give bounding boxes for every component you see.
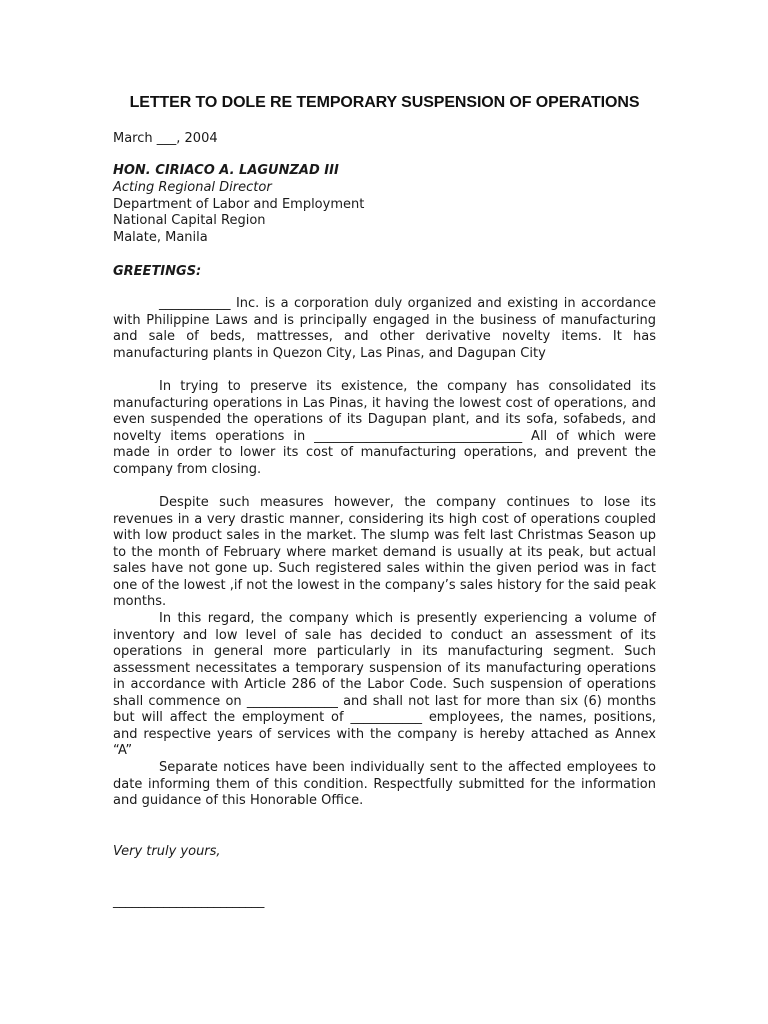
signature-line: ________________________: [113, 894, 265, 909]
recipient-position: Acting Regional Director: [113, 179, 272, 195]
letter-date: March ___, 2004: [113, 131, 218, 146]
recipient-department: Department of Labor and Employment: [113, 196, 365, 212]
greeting: GREETINGS:: [113, 264, 202, 279]
letter-title: LETTER TO DOLE RE TEMPORARY SUSPENSION OF OPERATIONS: [129, 94, 640, 111]
body-paragraph-3: Despite such measures however, the company continues to lose its revenues in a very drastic manner, considering its high cost of operations coupled with low product sales in the market. The slump was felt last Christmas Season up to the month of February where market demand is usually at its peak, but actual sales have not gone up. Such registered sales within the given period was in fact one of the lowest ,if not the lowest in the company’s sales history for the said peak months.: [113, 495, 656, 609]
body-paragraph-1: ___________ Inc. is a corporation duly organized and existing in accordance with Philippine Laws and is principally engaged in the business of manufacturing and sale of beds, mattresses, and other derivative novelty items. It has manufacturing plants in Quezon City, Las Pinas, and Dagupan City: [113, 296, 656, 361]
closing-salutation: Very truly yours,: [113, 844, 221, 859]
recipient-name: HON. CIRIACO A. LAGUNZAD III: [113, 163, 339, 178]
recipient-address-block: [113, 163, 364, 247]
recipient-region: National Capital Region: [113, 213, 266, 229]
recipient-city: Malate, Manila: [113, 230, 208, 246]
body-paragraph-4: In this regard, the company which is presently experiencing a volume of inventory and low level of sale has decided to conduct an assessment of its operations in general more particularly in its manufacturing segment. Such assessment necessitates a temporary suspension of its manufacturing operations in accordance with Article 286 of the Labor Code. Such suspension of operations shall commence on ______________ and shall not last for more than six (6) months but will affect the employment of ___________ employees, the names, positions, and respective years of services with the company is hereby attached as Annex “A”: [113, 611, 656, 758]
body-paragraph-2: In trying to preserve its existence, the company has consolidated its manufacturing operations in Las Pinas, it having the lowest cost of operations, and even suspended the operations of its Dagupan plant, and its sofa, sofabeds, and novelty items operations in ________________________________ All of which were made in order to lower its cost of manufacturing operations, and prevent the company from closing.: [113, 379, 656, 477]
body-paragraph-5: Separate notices have been individually sent to the affected employees to date informing them of this condition. Respectfully submitted for the information and guidance of this Honorable Office.: [113, 760, 656, 808]
